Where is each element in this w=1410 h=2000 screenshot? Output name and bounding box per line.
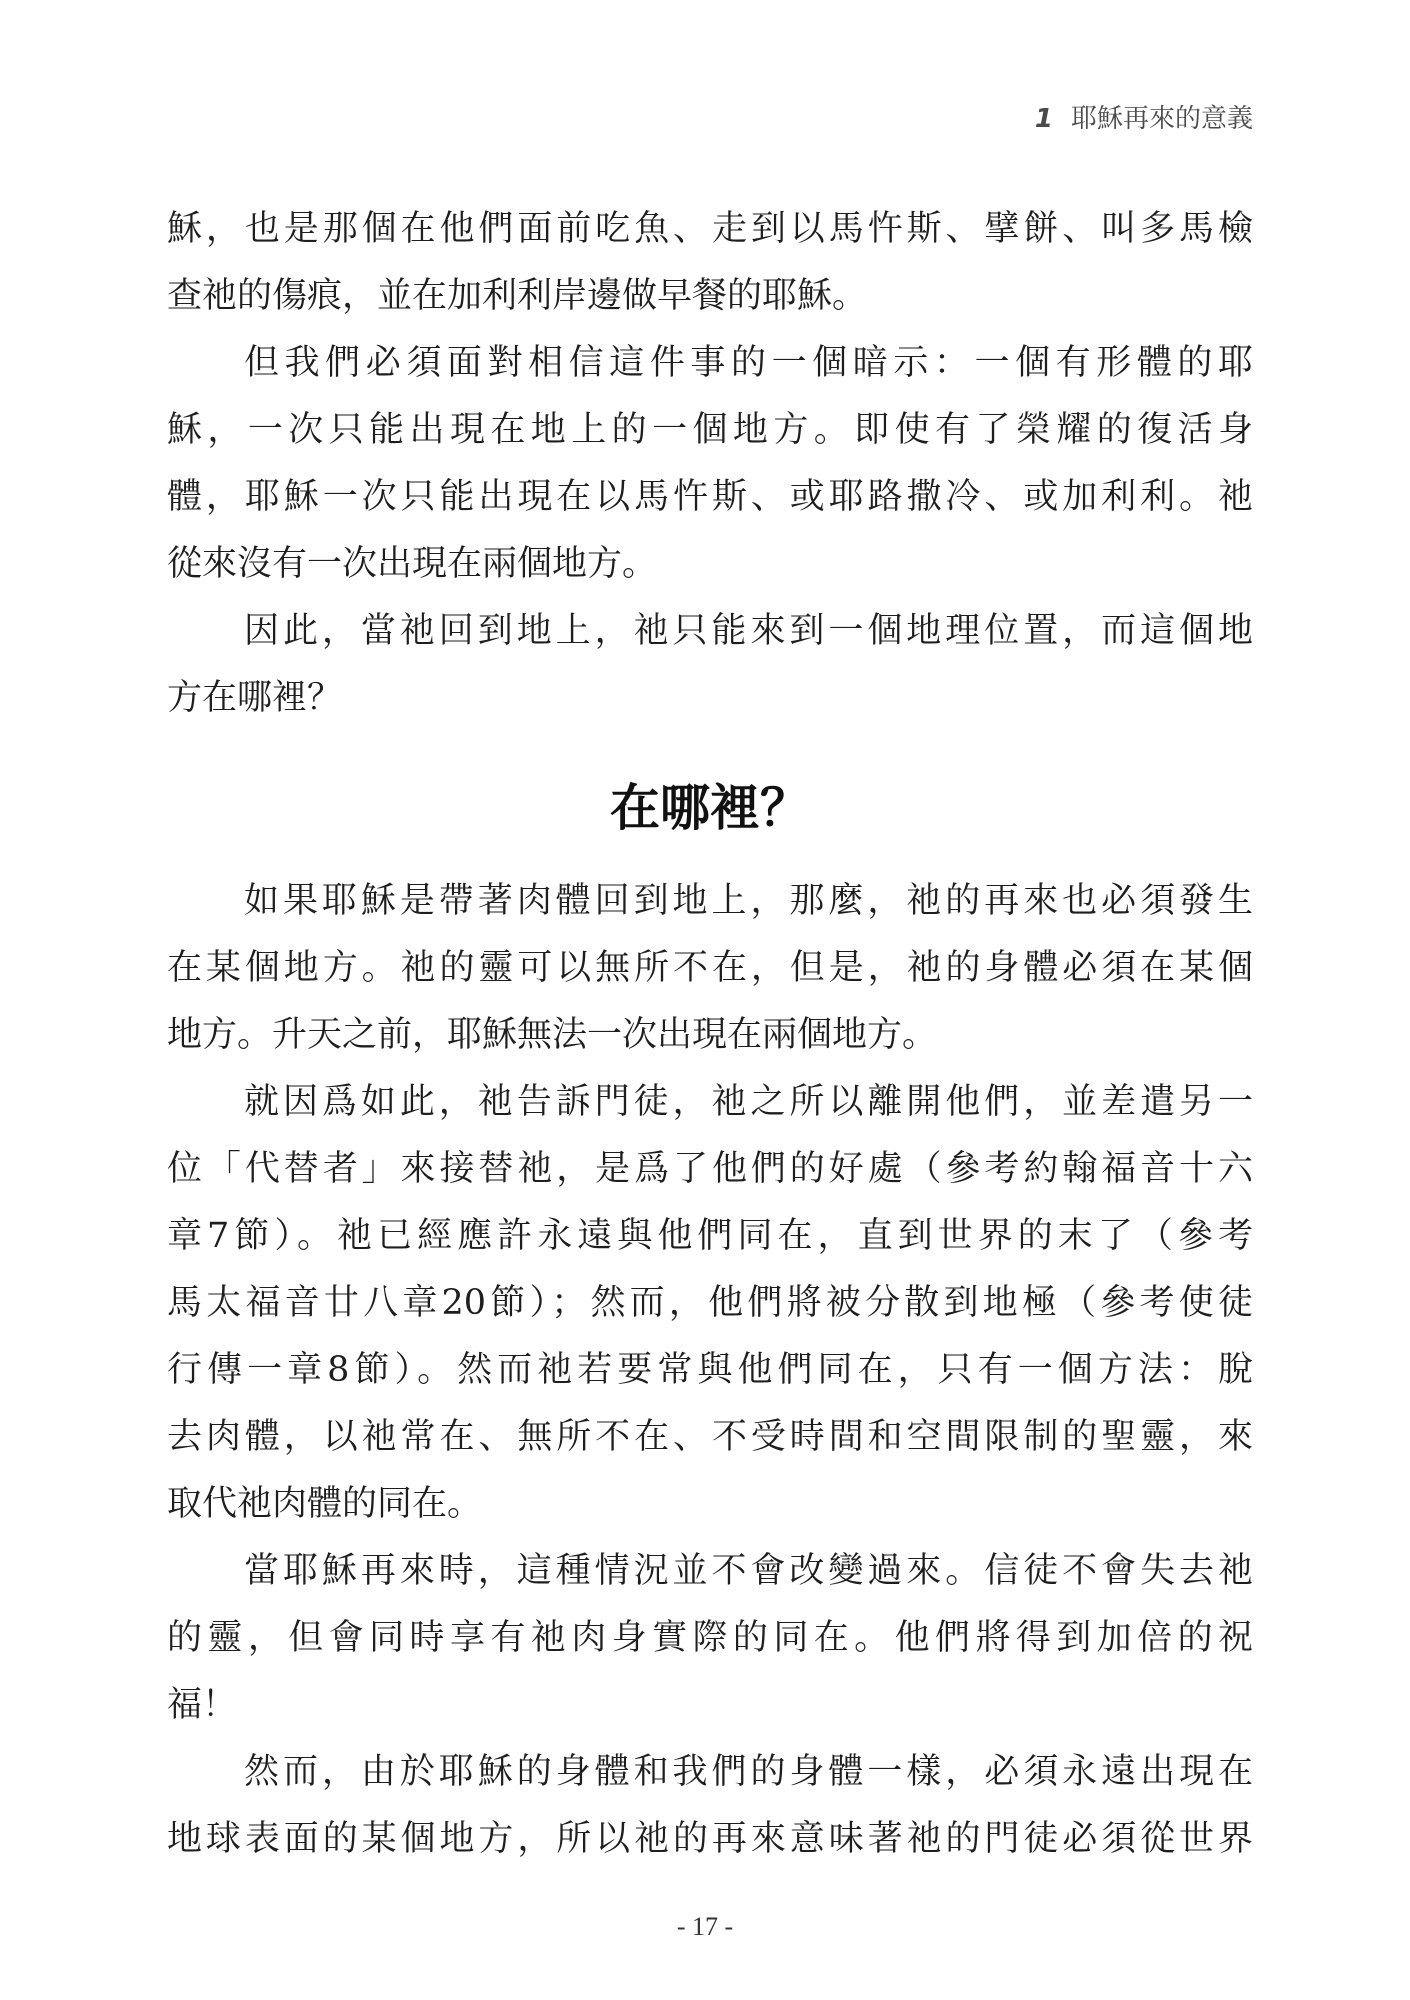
text-line: 的靈，但會同時享有祂肉身實際的同在。他們將得到加倍的祝 <box>167 1618 1253 1658</box>
text-line: 當耶穌再來時，這種情況並不會改變過來。信徒不會失去祂 <box>244 1551 1253 1591</box>
text-line: 福！ <box>167 1685 238 1725</box>
text-line: 地球表面的某個地方，所以祂的再來意味著祂的門徒必須從世界 <box>167 1819 1253 1859</box>
chapter-number: 1 <box>1034 104 1053 134</box>
text-line: 行傳一章8節）。然而祂若要常與他們同在，只有一個方法：脫 <box>167 1350 1253 1390</box>
text-line: 取代祂肉體的同在。 <box>167 1484 483 1524</box>
section-heading: 在哪裡？ <box>610 779 810 837</box>
text-block-after-heading <box>167 868 1253 1873</box>
text-line: 如果耶穌是帶著肉體回到地上，那麼，祂的再來也必須發生 <box>244 881 1253 921</box>
text-line: 馬太福音廿八章20節）；然而，他們將被分散到地極（參考使徒 <box>167 1283 1253 1323</box>
text-line: 去肉體，以祂常在、無所不在、不受時間和空間限制的聖靈，來 <box>167 1417 1253 1457</box>
text-line: 然而，由於耶穌的身體和我們的身體一樣，必須永遠出現在 <box>244 1752 1253 1792</box>
text-line: 穌，一次只能出現在地上的一個地方。即使有了榮耀的復活身 <box>167 410 1253 450</box>
text-line: 穌，也是那個在他們面前吃魚、走到以馬忤斯、擘餅、叫多馬檢 <box>167 209 1253 249</box>
running-header <box>1035 98 1253 135</box>
text-line: 查祂的傷痕，並在加利利岸邊做早餐的耶穌。 <box>167 276 868 316</box>
text-line: 從來沒有一次出現在兩個地方。 <box>167 544 658 584</box>
page-body <box>167 196 1253 1873</box>
text-line: 體，耶穌一次只能出現在以馬忤斯、或耶路撒冷、或加利利。祂 <box>167 477 1253 517</box>
text-line: 章7節）。祂已經應許永遠與他們同在，直到世界的末了（參考 <box>167 1216 1253 1256</box>
text-line: 位「代替者」來接替祂，是爲了他們的好處（參考約翰福音十六 <box>167 1149 1253 1189</box>
page-number: - 17 - <box>676 1912 734 1941</box>
text-line: 因此，當祂回到地上，祂只能來到一個地理位置，而這個地 <box>244 611 1253 651</box>
text-line: 方在哪裡？ <box>167 678 343 718</box>
text-line: 就因爲如此，祂告訴門徒，祂之所以離開他們，並差遣另一 <box>244 1082 1253 1122</box>
text-line: 地方。升天之前，耶穌無法一次出現在兩個地方。 <box>167 1015 938 1055</box>
text-line: 但我們必須面對相信這件事的一個暗示：一個有形體的耶 <box>244 343 1253 383</box>
text-line: 在某個地方。祂的靈可以無所不在，但是，祂的身體必須在某個 <box>167 948 1253 988</box>
chapter-title: 耶穌再來的意義 <box>1070 104 1253 134</box>
text-block-before-heading <box>167 196 1253 732</box>
